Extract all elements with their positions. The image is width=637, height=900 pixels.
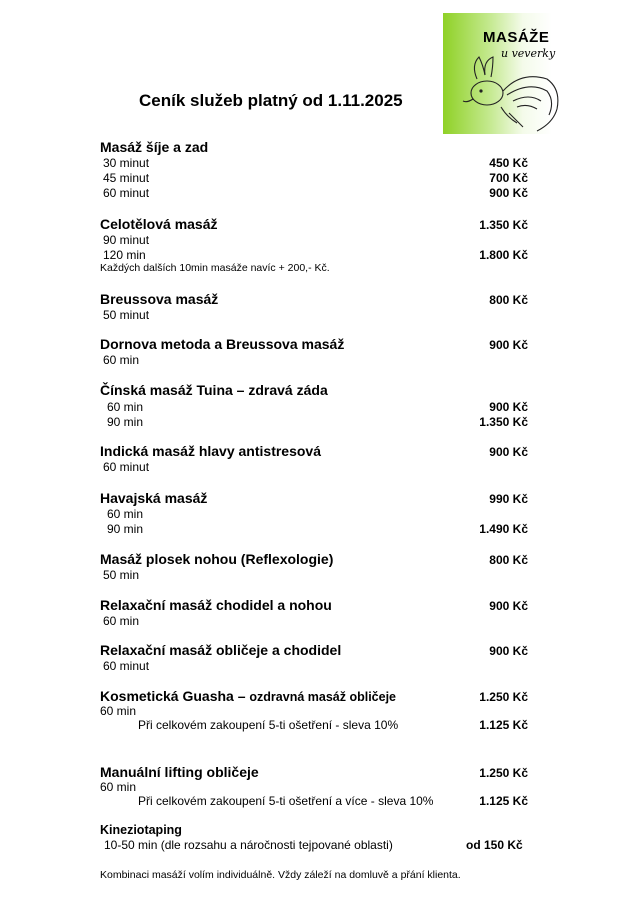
price: 900 Kč — [489, 186, 528, 200]
logo-title: MASÁŽE — [483, 29, 550, 46]
section-title: Celotělová masáž — [100, 216, 218, 232]
section-title: Masáž šíje a zad — [100, 139, 209, 155]
price: 800 Kč — [489, 553, 528, 567]
duration-label: 60 minut — [103, 460, 150, 474]
section-title: Relaxační masáž obličeje a chodidel — [100, 642, 342, 658]
duration-label: 60 min — [107, 400, 144, 414]
section-title-main: Kosmetická Guasha – — [100, 688, 246, 704]
duration-label: 60 min — [100, 704, 137, 718]
duration-label: 90 minut — [103, 233, 150, 247]
price: 1.350 Kč — [479, 415, 528, 429]
duration-label: 90 min — [107, 415, 144, 429]
duration-label: 60 minut — [103, 659, 150, 673]
price: 900 Kč — [489, 644, 528, 658]
logo — [443, 13, 576, 134]
section-title-suffix: ozdravná masáž obličeje — [249, 690, 396, 704]
price: 700 Kč — [489, 171, 528, 185]
duration-label: 10-50 min (dle rozsahu a náročnosti tejpované oblasti) — [104, 838, 393, 852]
section-title: Breussova masáž — [100, 291, 219, 307]
discount-label: Při celkovém zakoupení 5-ti ošetření a více - sleva 10% — [138, 794, 434, 808]
duration-label: 45 minut — [103, 171, 150, 185]
price: 1.250 Kč — [479, 690, 528, 704]
note: Každých dalších 10min masáže navíc + 200,- Kč. — [100, 262, 330, 274]
section-title: Relaxační masáž chodidel a nohou — [100, 597, 332, 613]
section-title: Manuální lifting obličeje — [100, 764, 259, 780]
price: 1.350 Kč — [479, 218, 528, 232]
section-title: Masáž plosek nohou (Reflexologie) — [100, 551, 334, 567]
duration-label: 60 minut — [103, 186, 150, 200]
price: 1.800 Kč — [479, 248, 528, 262]
discount-price: 1.125 Kč — [479, 718, 528, 732]
price: 900 Kč — [489, 599, 528, 613]
price: 900 Kč — [489, 338, 528, 352]
logo-subtitle: u veverky — [501, 47, 556, 60]
section-title — [100, 688, 396, 704]
footer-note: Kombinaci masáží volím individuálně. Vždy záleží na domluvě a přání klienta. — [100, 869, 461, 881]
price: 900 Kč — [489, 400, 528, 414]
price: 1.490 Kč — [479, 522, 528, 536]
price: 800 Kč — [489, 293, 528, 307]
discount-label: Při celkovém zakoupení 5-ti ošetření - sleva 10% — [138, 718, 399, 732]
duration-label: 60 min — [100, 780, 137, 794]
duration-label: 120 min — [103, 248, 146, 262]
price: 1.250 Kč — [479, 766, 528, 780]
price: 990 Kč — [489, 492, 528, 506]
discount-price: 1.125 Kč — [479, 794, 528, 808]
price: 900 Kč — [489, 445, 528, 459]
duration-label: 60 min — [103, 353, 140, 367]
section-title: Dornova metoda a Breussova masáž — [100, 336, 345, 352]
squirrel-icon — [443, 13, 576, 134]
duration-label: 60 min — [103, 614, 140, 628]
section-title: Kineziotaping — [100, 823, 182, 837]
section-title: Indická masáž hlavy antistresová — [100, 443, 321, 459]
duration-label: 50 min — [103, 568, 140, 582]
page-title: Ceník služeb platný od 1.11.2025 — [139, 91, 403, 110]
section-title: Havajská masáž — [100, 490, 208, 506]
duration-label: 30 minut — [103, 156, 150, 170]
duration-label: 50 minut — [103, 308, 150, 322]
duration-label: 90 min — [107, 522, 144, 536]
section-title: Čínská masáž Tuina – zdravá záda — [100, 382, 328, 398]
price: od 150 Kč — [466, 838, 523, 852]
duration-label: 60 min — [107, 507, 144, 521]
price: 450 Kč — [489, 156, 528, 170]
